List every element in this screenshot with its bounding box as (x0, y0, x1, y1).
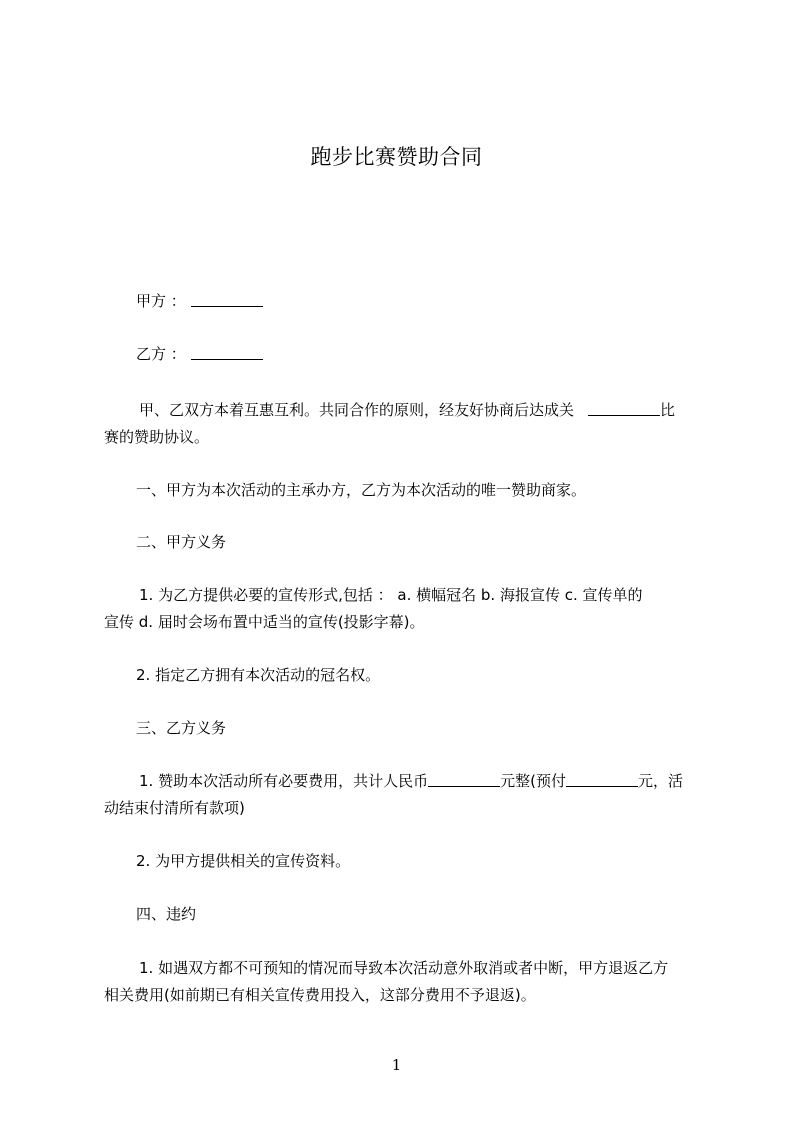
fee-text-pre: 1. 赞助本次活动所有必要费用，共计人民币 (139, 772, 429, 790)
intro-line-1 (139, 396, 743, 424)
party-b-separator: ： (166, 345, 186, 363)
party-a-blank (191, 290, 263, 307)
party-b-blank (191, 343, 263, 360)
section-three-item2: 2. 为甲方提供相关的宣传资料。 (136, 852, 351, 870)
intro-line-2: 赛的赞助协议。 (104, 428, 210, 446)
section-three-heading: 三、乙方义务 (136, 719, 227, 737)
intro-text-1-end: 比 (660, 401, 676, 419)
clause-one: 一、甲方为本次活动的主承办方，乙方为本次活动的唯一赞助商家。 (136, 481, 587, 499)
party-b-line (136, 340, 740, 368)
section-three-item1-line1 (139, 767, 743, 795)
section-four-item1-line2: 相关费用(如前期已有相关宣传费用投入，这部分费用不予退返)。 (104, 986, 536, 1004)
party-a-label: 甲方 (136, 292, 167, 310)
section-two-heading: 二、甲方义务 (136, 533, 227, 551)
section-four-heading: 四、违约 (136, 905, 197, 923)
page-number: 1 (391, 1056, 402, 1074)
fee-text-mid: 元整(预付 (500, 772, 566, 790)
event-name-blank (588, 399, 660, 416)
section-two-item1-line1: 1. 为乙方提供必要的宣传形式,包括 ： a. 横幅冠名 b. 海报宣传 c. 宣传单的 (139, 586, 643, 604)
section-four-item1-line1: 1. 如遇双方都不可预知的情况而导致本次活动意外取消或者中断，甲方退返乙方 (139, 959, 669, 977)
section-two-item1-line2: 宣传 d. 届时会场布置中适当的宣传(投影字幕)。 (104, 613, 425, 631)
party-b-label: 乙方 (136, 345, 167, 363)
intro-text-1: 甲、乙双方本着互惠互利。共同合作的原则，经友好协商后达成关 (139, 401, 575, 419)
party-a-line (136, 287, 740, 315)
party-a-separator: ： (166, 292, 186, 310)
prepay-amount-blank (566, 770, 638, 787)
section-three-item1-line2: 动结束付清所有款项) (104, 799, 245, 817)
fee-text-post: 元，活 (637, 772, 683, 790)
contract-title: 跑步比赛赞助合同 (310, 145, 483, 169)
section-two-item2: 2. 指定乙方拥有本次活动的冠名权。 (136, 666, 381, 684)
total-amount-blank (428, 770, 500, 787)
